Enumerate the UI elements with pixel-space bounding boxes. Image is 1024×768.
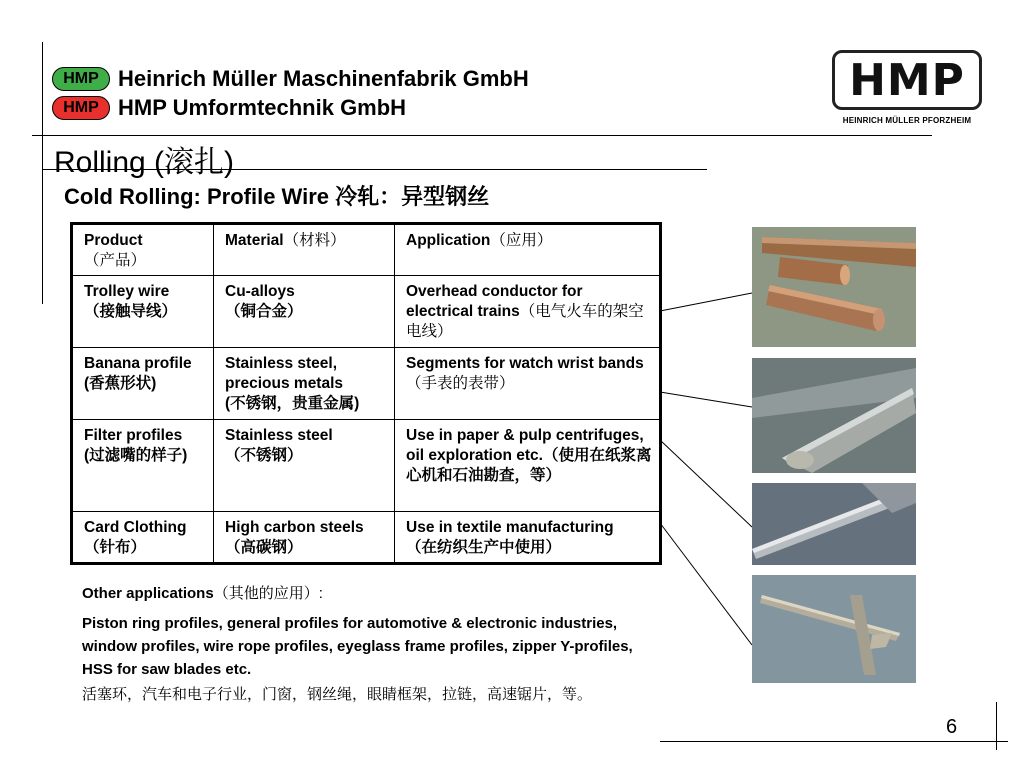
application-cell: Use in textile manufacturing （在纺织生产中使用） [395,512,661,564]
header-cell-product: Product （产品） [72,224,214,276]
header-cell-application: Application（应用） [395,224,661,276]
application-cell: Overhead conductor for electrical trains（电气火车的架空电线） [395,276,661,348]
header-cell-material: Material（材料） [214,224,395,276]
product-cell: Trolley wire （接触导线） [72,276,214,348]
material-cell: High carbon steels （高碳钢） [214,512,395,564]
section-subtitle: Cold Rolling: Profile Wire 冷轧：异型钢丝 [64,184,490,209]
material-cell: Stainless steel （不锈钢） [214,420,395,512]
filter-profile-photo [752,483,916,565]
card-clothing-photo [752,575,916,683]
trolley-wire-photo [752,227,916,347]
company-name-1: Heinrich Müller Maschinenfabrik GmbH [118,66,529,91]
hmp-badge-green: HMP [52,67,110,91]
material-cell: Cu-alloys （铜合金） [214,276,395,348]
page-number: 6 [946,716,958,738]
banana-profile-photo [752,358,916,473]
product-cell: Filter profiles (过滤嘴的样子) [72,420,214,512]
other-applications-heading: Other applications（其他的应用）: [82,585,323,602]
application-cell: Segments for watch wrist bands（手表的表带） [395,348,661,420]
product-cell: Banana profile (香蕉形状) [72,348,214,420]
material-cell: Stainless steel, precious metals (不锈钢，贵重金属) [214,348,395,420]
application-cell: Use in paper & pulp centrifuges, oil exploration etc.（使用在纸浆离心机和石油勘查，等） [395,420,661,512]
hmp-badge-red: HMP [52,96,110,120]
product-cell: Card Clothing （针布） [72,512,214,564]
other-applications-text-cn: 活塞环，汽车和电子行业，门窗，钢丝绳，眼睛框架，拉链，高速锯片，等。 [82,686,593,703]
company-name-2: HMP Umformtechnik GmbH [118,95,407,120]
page-title: Rolling (滚扎) [54,146,235,179]
logo-subtext: HEINRICH MÜLLER PFORZHEIM [842,116,972,125]
logo-text: HMP [849,54,965,106]
other-applications-text: Piston ring profiles, general profiles for automotive & electronic industries, window profiles, wire rope profiles, eyeglass frame profiles, zipper Y-profiles, HSS for saw blades etc. [82,615,633,678]
